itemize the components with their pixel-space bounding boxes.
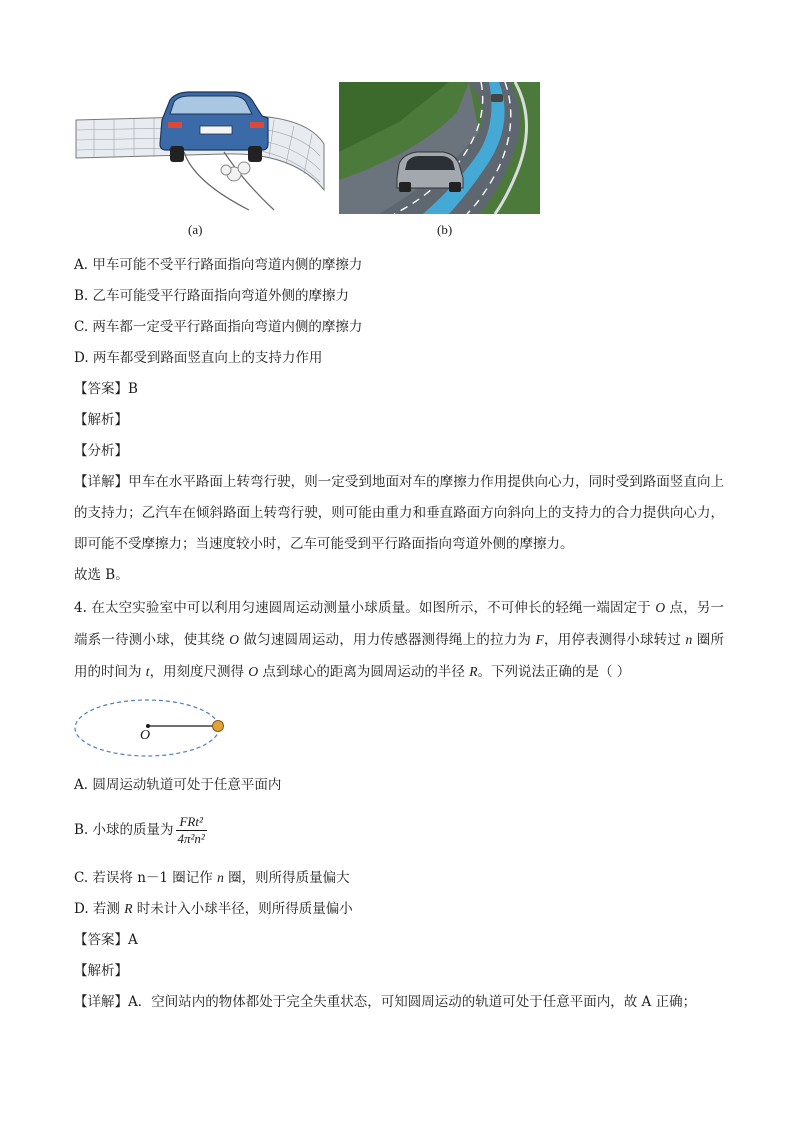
q4-detail: 【详解】A．空间站内的物体都处于完全失重状态，可知圆周运动的轨道可处于任意平面内，故 A 正确； [74, 994, 697, 1010]
figure-a-caption: (a) [188, 222, 203, 237]
q3-fenxi-heading: 【分析】 [74, 443, 128, 459]
q3-analysis-heading: 【解析】 [74, 412, 128, 428]
figure-a [74, 82, 326, 214]
q3-option-a: A. 甲车可能不受平行路面指向弯道内侧的摩擦力 [74, 257, 363, 273]
car-flat-road-illustration [74, 82, 326, 214]
q3-detail: 【详解】甲车在水平路面上转弯行驶，则一定受到地面对车的摩擦力作用提供向心力，同时受到路面竖直向上的支持力；乙汽车在倾斜路面上转弯行驶，则可能由重力和垂直路面方向斜向上的支持力的合力提供向心力，即可能不受摩擦力；当速度较小时，乙车可能受到平行路面指向弯道外侧的摩擦力。 [74, 474, 724, 552]
q3-answer: 【答案】B [74, 381, 138, 397]
q4-option-b: B. 小球的质量为 $\frac{\text{FRt²}}{\text{4π²n²}}$ [74, 814, 205, 846]
q3-option-c: C. 两车都一定受平行路面指向弯道内侧的摩擦力 [74, 319, 363, 335]
figure-b-caption: (b) [437, 222, 453, 237]
q3-option-d: D. 两车都受到路面竖直向上的支持力作用 [74, 350, 323, 366]
figure-b [339, 82, 540, 214]
q4-mass-formula: $\frac{\text{FRt²}}{\text{4π²n²}}$ [177, 814, 205, 846]
car-banked-road-photo [339, 82, 540, 214]
q4-stem: 4. 在太空实验室中可以利用匀速圆周运动测量小球质量。如图所示，不可伸长的轻绳一端固定于 O 点，另一端系一待测小球，使其绕 O 做匀速圆周运动，用力传感器测得绳上的拉力为 F，用停表测得小球转过 n 圈所用的时间为 t，用刻度尺测得 O 点到球心的距离为圆周运动的半径 R。下列说法正确的是（ ） [74, 600, 724, 680]
q3-conclusion: 故选 B。 [74, 567, 129, 583]
q4-figure-o-label: O [140, 728, 151, 743]
q4-option-c: C. 若误将 n－1 圈记作 n 圈，则所得质量偏大 [74, 870, 350, 886]
q4-answer: 【答案】A [74, 932, 138, 948]
circular-motion-diagram [72, 698, 232, 764]
q4-figure [72, 698, 232, 764]
q4-analysis-heading: 【解析】 [74, 963, 128, 979]
q4-option-d: D. 若测 R 时未计入小球半径，则所得质量偏小 [74, 901, 353, 917]
q3-option-b: B. 乙车可能受平行路面指向弯道外侧的摩擦力 [74, 288, 350, 304]
q4-option-a: A. 圆周运动轨道可处于任意平面内 [74, 777, 282, 793]
